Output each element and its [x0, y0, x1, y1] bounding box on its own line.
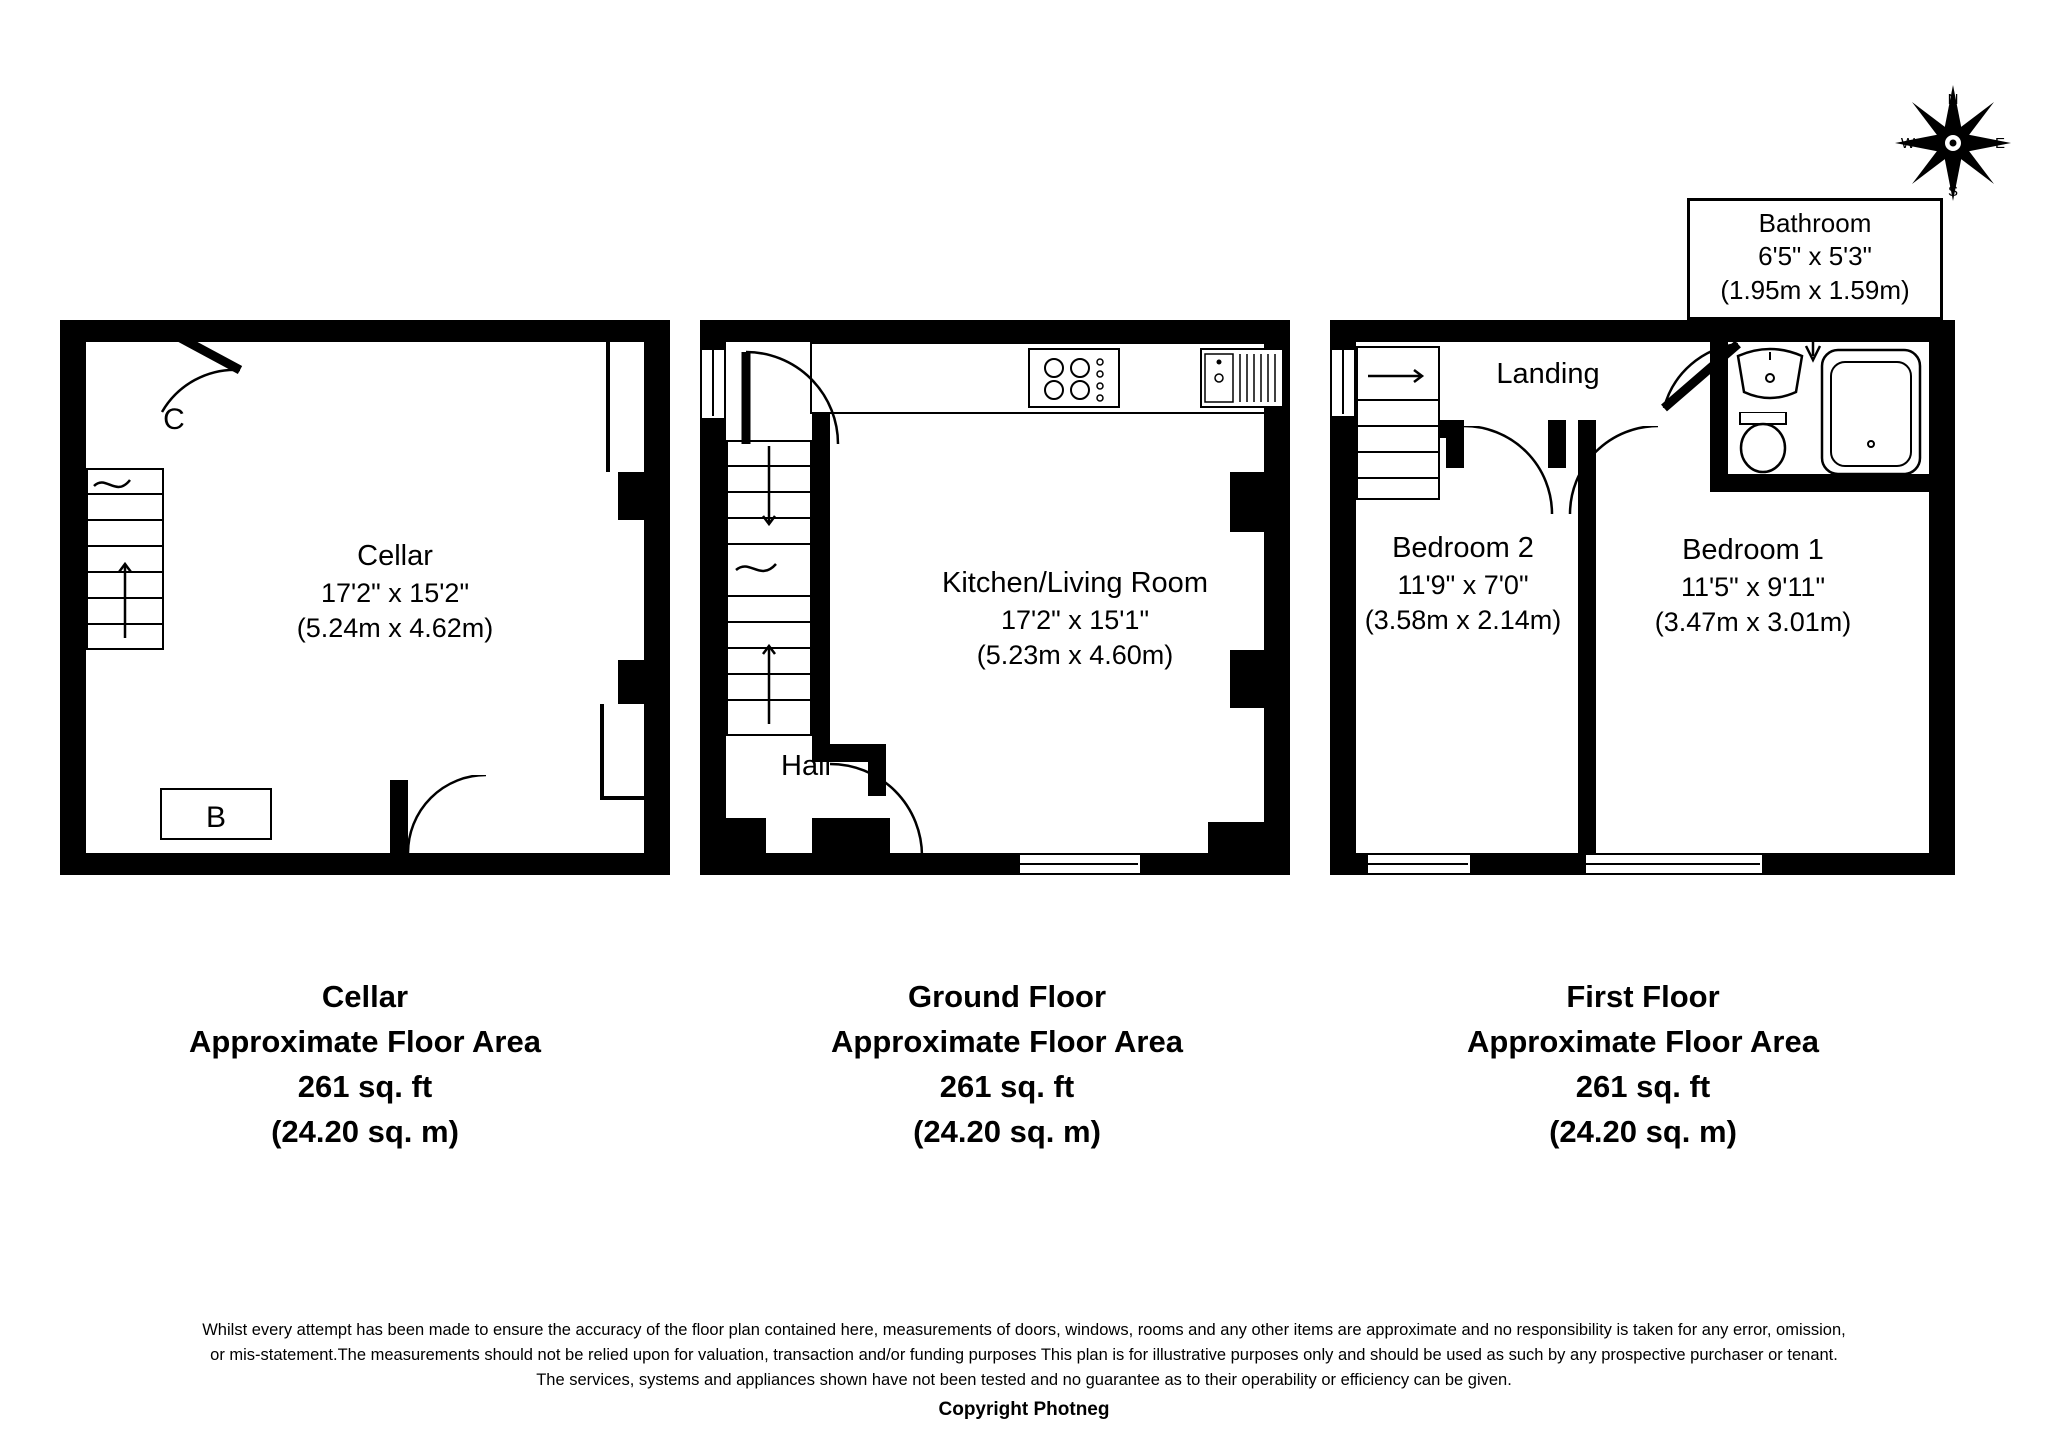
caption-first-line-3: 261 sq. ft — [1575, 1068, 1711, 1104]
kitchen-living-dim-imperial: 17'2" x 15'1" — [1000, 604, 1150, 635]
compass-rose — [1888, 78, 2018, 208]
caption-first-line-1: First Floor — [1566, 979, 1720, 1014]
wall-right — [644, 320, 670, 875]
marker-b-label: B — [205, 801, 226, 834]
wall-detail-top-right — [606, 342, 610, 472]
caption-first-line-2: Approximate Floor Area — [1467, 1023, 1819, 1059]
room-label-bedroom-2 — [1350, 530, 1576, 638]
bathroom-dim-imperial: 6'5" x 5'3" — [1758, 241, 1872, 272]
compass-label-n: N — [1947, 91, 1959, 108]
bedroom-1-name: Bedroom 1 — [1682, 534, 1824, 566]
door-cellar-bottom — [408, 775, 508, 855]
toilet-icon — [1732, 412, 1794, 476]
bedroom-2-dim-imperial: 11'9" x 7'0" — [1397, 569, 1529, 600]
caption-cellar — [55, 975, 675, 1155]
marker-c-label: C — [163, 403, 185, 436]
wall-right-nib-upper — [1230, 472, 1264, 532]
kitchen-living-dim-metric: (5.23m x 4.60m) — [976, 639, 1174, 670]
sink-basin-icon — [1734, 346, 1806, 406]
hob-icon — [1028, 348, 1120, 408]
sink-icon — [1200, 348, 1284, 408]
caption-ground-floor — [697, 975, 1317, 1155]
disclaimer-line-3: The services, systems and appliances shown have not been tested and no guarantee as to their operability or efficiency can be given. — [536, 1370, 1512, 1389]
wall-right — [1929, 320, 1955, 875]
room-label-bedroom-1 — [1608, 532, 1898, 640]
wall-interior-bottom — [390, 780, 408, 855]
alcove-line-right-bottom — [600, 796, 644, 800]
plan-ground-floor — [700, 320, 1290, 875]
wall-right-nib-bottom — [1208, 822, 1264, 855]
caption-first-line-4: (24.20 sq. m) — [1549, 1113, 1737, 1149]
wall-right-nib-upper — [618, 472, 644, 520]
wall-bathroom-bottom — [1710, 474, 1929, 492]
caption-cellar-line-2: Approximate Floor Area — [189, 1023, 541, 1059]
copyright-notice: Copyright Photneg — [938, 1399, 1110, 1421]
caption-ground-line-2: Approximate Floor Area — [831, 1023, 1183, 1059]
caption-ground-line-3: 261 sq. ft — [939, 1068, 1075, 1104]
cellar-dim-metric: (5.24m x 4.62m) — [296, 612, 494, 643]
cellar-dim-imperial: 17'2" x 15'2" — [320, 577, 470, 608]
wall-hall-left-bottom — [726, 818, 766, 855]
plan-cellar — [60, 320, 670, 875]
disclaimer-line-2: or mis-statement.The measurements should not be relied upon for valuation, transaction and/or funding purposes This plan is for illustrative purposes only and should be used as such by any prospective purchaser or tenant. — [210, 1345, 1838, 1364]
caption-cellar-line-1: Cellar — [321, 979, 409, 1014]
window-left-line — [712, 348, 714, 416]
room-label-hall: Hall — [781, 750, 831, 782]
wall-bottom — [60, 853, 670, 875]
wall-top — [60, 320, 670, 342]
alcove-line-right — [600, 704, 604, 800]
bath-icon — [1820, 348, 1922, 476]
wall-hall-right — [812, 414, 830, 744]
wall-top — [1330, 320, 1955, 342]
room-label-cellar — [230, 538, 560, 646]
compass-label-s: S — [1947, 183, 1959, 200]
wall-right-nib-lower — [618, 660, 644, 704]
disclaimer — [0, 1318, 2048, 1425]
compass-label-w: W — [1900, 135, 1916, 152]
stairs-ground-treads — [726, 440, 812, 736]
door-kitchen — [740, 348, 850, 458]
caption-ground-line-1: Ground Floor — [907, 979, 1107, 1014]
bathroom-dim-metric: (1.95m x 1.59m) — [1720, 274, 1910, 305]
bathroom-name: Bathroom — [1758, 208, 1872, 238]
plan-first-floor — [1330, 320, 1955, 875]
room-label-landing: Landing — [1496, 358, 1600, 390]
window-left-line — [1342, 348, 1344, 414]
stairs-cellar-treads — [86, 468, 164, 650]
caption-cellar-line-4: (24.20 sq. m) — [271, 1113, 459, 1149]
bedroom-1-dim-imperial: 11'5" x 9'11" — [1680, 571, 1826, 602]
window-bottom-left-line — [1366, 863, 1468, 865]
cellar-name: Cellar — [357, 540, 433, 572]
bathroom-callout — [1687, 198, 1943, 320]
disclaimer-line-1: Whilst every attempt has been made to ensure the accuracy of the floor plan contained here, measurements of doors, windows, rooms and any other items are approximate and no responsibility is taken for any error, omission, — [202, 1321, 1846, 1339]
door-bedroom-1 — [1566, 426, 1662, 518]
caption-cellar-line-3: 261 sq. ft — [297, 1068, 433, 1104]
bedroom-2-name: Bedroom 2 — [1392, 532, 1534, 564]
room-label-kitchen-living — [865, 565, 1285, 673]
door-bedroom-2 — [1460, 426, 1556, 518]
window-bottom-right-line — [1584, 863, 1760, 865]
wall-top — [700, 320, 1290, 342]
bedroom-1-dim-metric: (3.47m x 3.01m) — [1654, 606, 1852, 637]
window-bottom-line — [1018, 863, 1138, 865]
kitchen-living-name: Kitchen/Living Room — [942, 567, 1208, 599]
wall-bottom — [700, 853, 1290, 875]
wall-left — [60, 320, 86, 875]
caption-first-floor — [1333, 975, 1953, 1155]
compass-label-e: E — [1994, 135, 2006, 152]
bedroom-2-dim-metric: (3.58m x 2.14m) — [1364, 604, 1562, 635]
stairs-first-treads — [1356, 346, 1440, 500]
caption-ground-line-4: (24.20 sq. m) — [913, 1113, 1101, 1149]
